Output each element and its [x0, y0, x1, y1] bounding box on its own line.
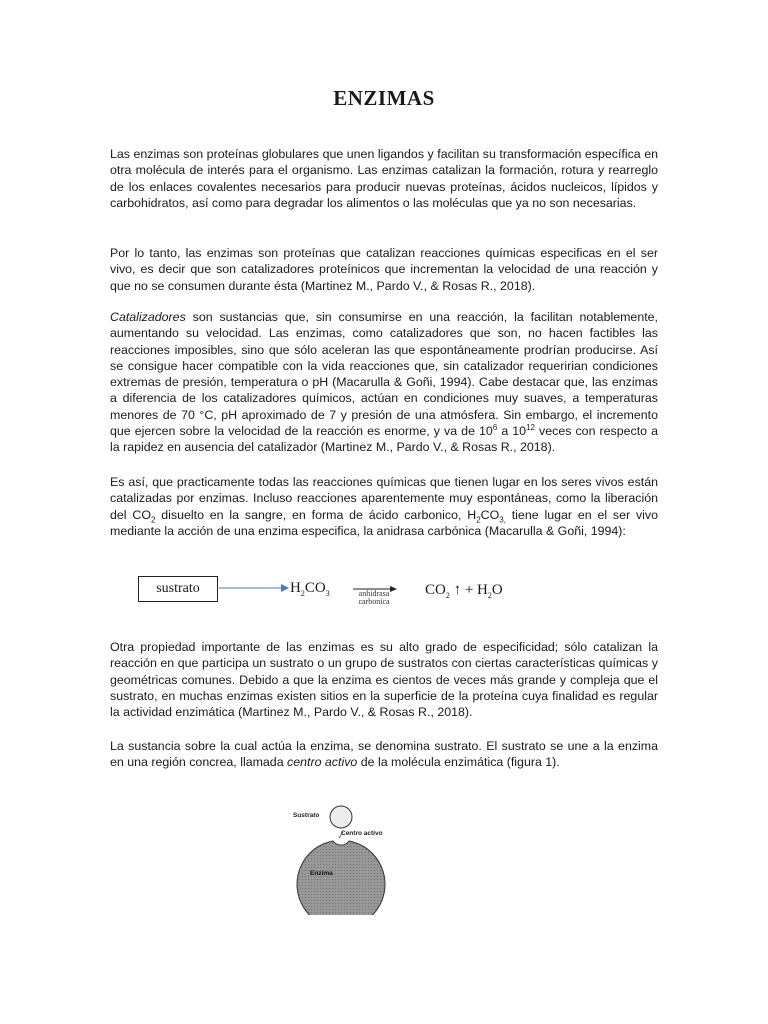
text-run: son sustancias que, sin consumirse en una reacción, la facilitan notablemente, aumentando su velocidad. Las enzimas, como catalizadores que son, no hacen factibles las reacciones imposibles, sino que sólo aceleran las que espontáneamente prodrían producirse. Así se consigue hacer compatible con la vida reacciones que, sin catalizador requeririan condiciones extremas de presión, temperatura o pH (Macarulla & Goñi, 1994). Cabe destacar que, las enzimas a diferencia de los catalizadores químicos, actúan en condiciones muy suaves, a temperaturas menores de 70 °C, pH aproximado de 7 y presión de una atmósfera. Sin embargo, el incremento que ejercen sobre la velocidad de la reacción es enorme, y va de 10 — [110, 310, 658, 439]
paragraph-definition: Por lo tanto, las enzimas son proteínas que catalizan reacciones químicas especificas en el ser vivo, es decir que son catalizadores proteínicos que incrementan la velocidad de una reacción y que no se consumen durante ésta (Martinez M., Pardo V., & Rosas R., 2018). — [110, 246, 658, 293]
label-centro-activo: Centro activo — [341, 830, 383, 837]
text-run: veces con respecto a la rapidez en ausencia del catalizador (Martinez M., Pardo V., & Rosas R., 2018). — [110, 424, 659, 455]
page-title: ENZIMAS — [333, 86, 435, 110]
superscript: 6 — [492, 422, 498, 432]
italic-term: centro activo — [287, 755, 358, 770]
label-sustrato: Sustrato — [293, 812, 320, 819]
subscript: 3, — [499, 515, 506, 525]
text-run: CO — [480, 507, 500, 522]
italic-term: Catalizadores — [110, 310, 186, 324]
substrate-box: sustrato — [138, 576, 218, 602]
subscript: 2 — [476, 515, 481, 525]
superscript: 12 — [526, 422, 535, 432]
figure-enzyme-substrate — [283, 800, 393, 915]
enzyme-label: anhidrasa carbonica — [358, 589, 390, 606]
paragraph-active-site — [110, 738, 658, 771]
reaction-scheme — [138, 572, 558, 622]
subscript: 2 — [150, 515, 156, 525]
text-run: a 10 — [497, 424, 527, 439]
text-run: tiene lugar en el ser vivo mediante la acción de una enzima especifica, la anidrasa carbónica (Macarulla & Goñi, 1994): — [110, 507, 658, 538]
text-run: La sustancia sobre la cual actúa la enzima, se denomina sustrato. El sustrato se une a la enzima en una región concrea, llamada — [110, 739, 658, 770]
text-run: de la molécula enzimática (figura 1). — [357, 755, 560, 770]
enzyme-circle — [297, 841, 385, 915]
paragraph-examples — [110, 474, 658, 539]
paragraph-intro: Las enzimas son proteínas globulares que unen ligandos y facilitan su transformación específica en otra molécula de interés para el organismo. Las enzimas catalizan la formación, rotura y rearreglo de los enlaces covalentes necesarios para producir nuevas proteínas, ácidos nucleicos, lípidos y carbohidratos, así como para degradar los alimentos o las moléculas que ya no son necesarias. — [110, 147, 658, 210]
text-run: Es así, que practicamente todas las reacciones químicas que tienen lugar en los seres vivos están catalizadas por enzimas. Incluso reacciones aparentemente muy espontáneas, como la liberación del CO — [110, 475, 658, 522]
label-enzima: Enzima — [310, 870, 333, 877]
formula-products: $CO_2$ ↑ + $H_2O$ — [425, 582, 503, 600]
paragraph-catalysts — [110, 309, 658, 456]
arrow-right-icon — [219, 582, 289, 594]
substrate-circle — [330, 806, 352, 828]
formula-h2co3: $H_2CO_3$ — [290, 580, 330, 598]
text-run: disuelto en la sangre, en forma de ácido carbonico, H — [155, 507, 477, 522]
paragraph-specificity: Otra propiedad importante de las enzimas es su alto grado de especificidad; sólo catalizan la reacción en que participa un sustrato o un grupo de sustratos con ciertas características químicas y geométricas comunes. Debido a que la enzima es cientos de veces más grande y compleja que el sustrato, en muchas enzimas existen sitios en la superficie de la proteína cuya finalidad es regular la actividad enzimática (Martinez M., Pardo V., & Rosas R., 2018). — [110, 640, 658, 720]
